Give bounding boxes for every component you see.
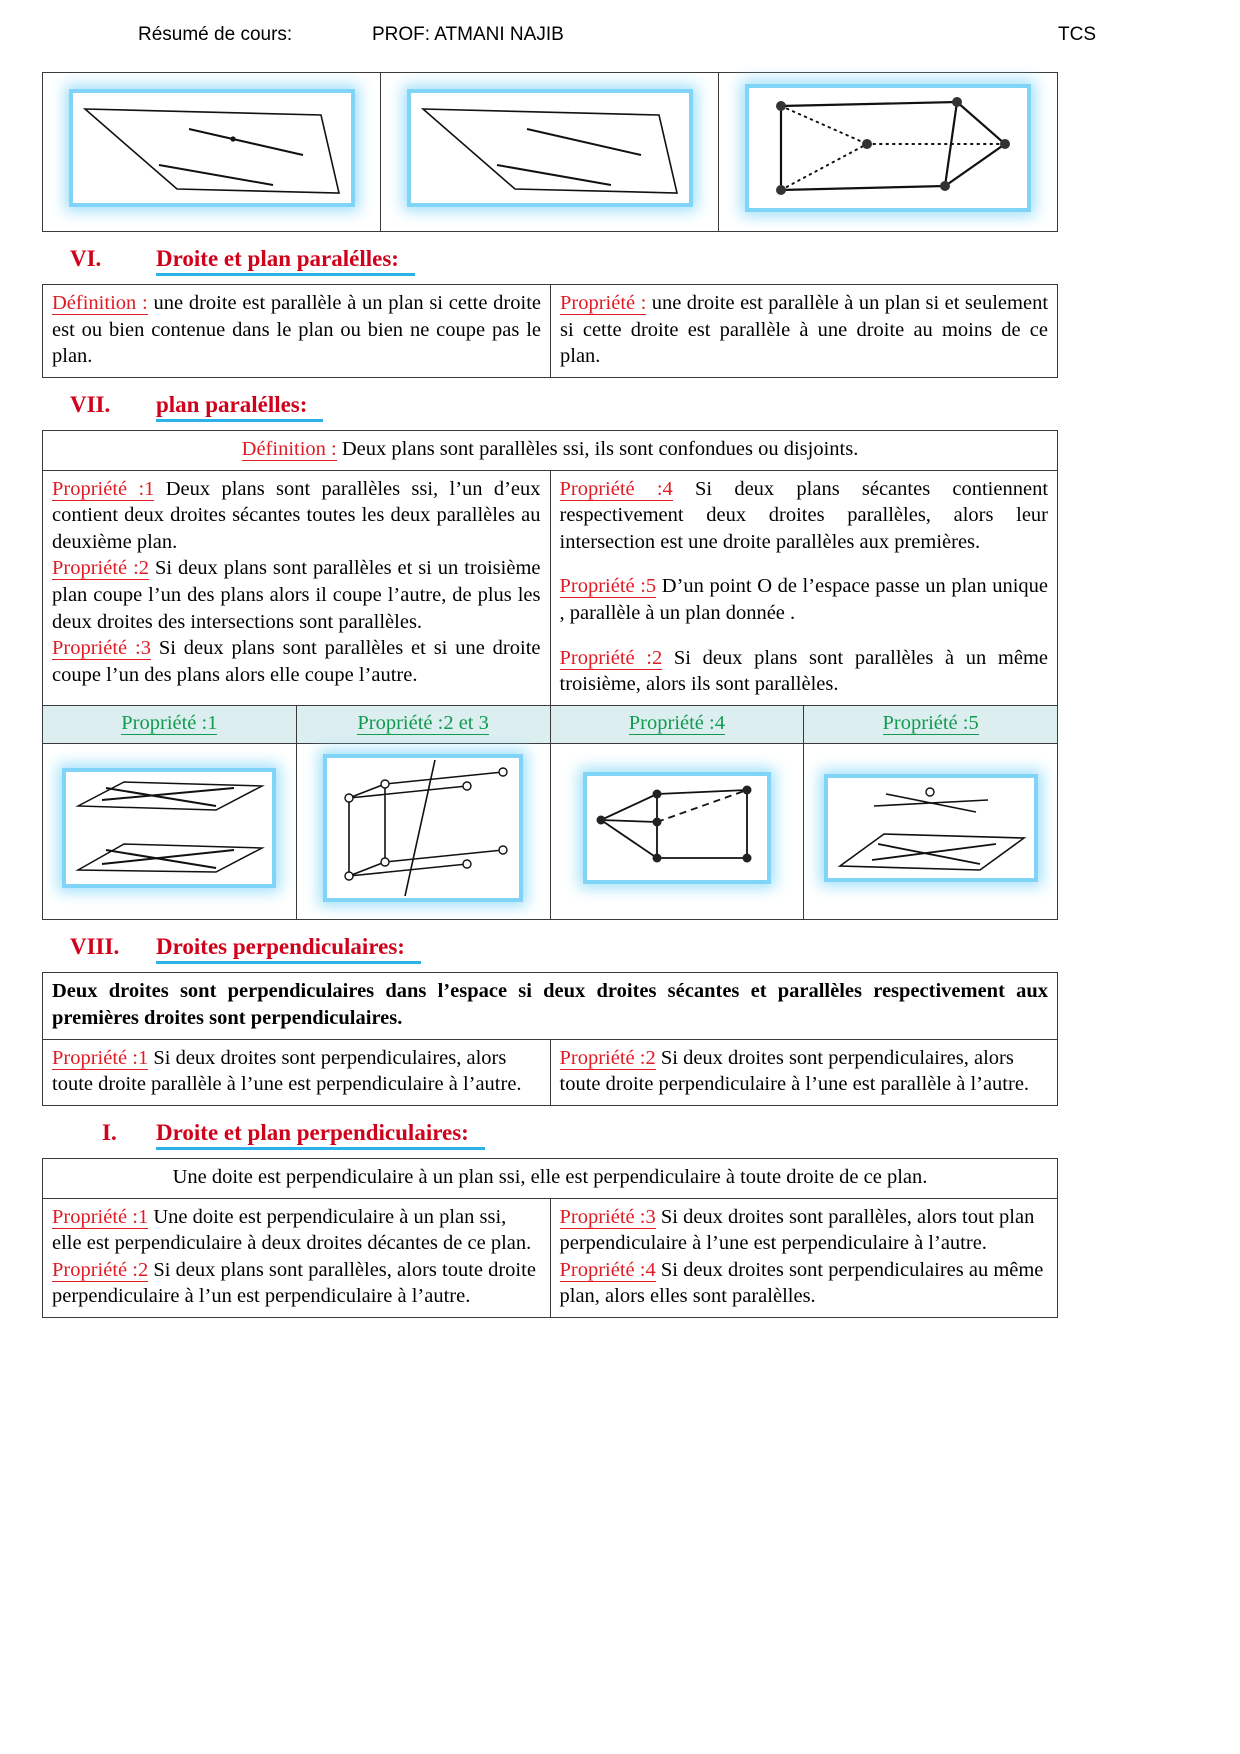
property-label: Propriété :2 — [559, 1046, 656, 1069]
section-title-vii: plan paralélles: — [156, 392, 323, 422]
property-text: Deux plans sont parallèles ssi, l’un d’eux contient deux droites sécantes toutes les deux parallèles au deuxième plan. — [52, 477, 541, 553]
figure-caption-cell — [804, 706, 1058, 744]
figure-caption-row — [43, 706, 1058, 744]
figure-caption-label: Propriété :4 — [628, 712, 725, 735]
propriete-label: Propriété : — [560, 292, 647, 314]
section-number-vii: VII. — [70, 391, 111, 417]
left-properties-cell — [43, 1198, 551, 1318]
property-label: Propriété :5 — [559, 575, 657, 598]
property-text: Si deux droites sont parallèles, alors tout plan perpendiculaire à l’une est perpendiculaire à l’autre. — [559, 1205, 1035, 1255]
section-number-i: I. — [102, 1119, 117, 1145]
property-text: Si deux droites sont perpendiculaires au même plan, alors elles sont paralèlles. — [559, 1258, 1044, 1308]
right-property-cell — [550, 1039, 1058, 1105]
property-block — [560, 645, 1049, 698]
planes-cut-by-third-plane-figure — [327, 758, 519, 898]
figure-cell-two-parallel-planes — [43, 743, 297, 920]
header-left-text: Résumé de cours: — [138, 24, 293, 45]
property-label: Propriété :4 — [559, 477, 673, 500]
property-block — [52, 555, 541, 635]
property-text: Une doite est perpendiculaire à un plan ssi, elle est perpendiculaire à deux droites décantes de ce plan. — [52, 1205, 532, 1255]
property-block — [52, 476, 541, 556]
property-label: Propriété :2 — [52, 1258, 149, 1281]
definition-label: Définition : — [52, 292, 148, 314]
table-droite-plan-perpendiculaires — [42, 1158, 1058, 1318]
figure-caption-cell — [43, 706, 297, 744]
section-title-viii: Droites perpendiculaires: — [156, 934, 421, 964]
property-text: Si deux plans sont parallèles et si un troisième plan coupe l’un des plans alors il coupe l’autre, de plus les deux droites des intersections sont parallèles. — [52, 557, 541, 633]
property-label: Propriété :1 — [52, 1046, 149, 1069]
section-heading-viii — [42, 934, 1198, 964]
plane-with-two-lines-figure — [411, 93, 689, 203]
table-row — [43, 285, 1058, 378]
secant-planes-parallel-lines-figure — [587, 776, 767, 880]
property-block — [560, 1204, 1049, 1257]
property-text: Si deux plans sécantes contiennent respectivement deux droites parallèles, alors leur intersection est une droite parallèles aux premières. — [559, 477, 1049, 553]
figure-cell-secant-planes — [550, 743, 804, 920]
figure-caption-cell — [296, 706, 550, 744]
property-text: Si deux droites sont perpendiculaires, alors toute droite parallèle à l’une est perpendiculaire à l’autre. — [52, 1046, 522, 1096]
propriete-cell — [551, 285, 1058, 378]
figure-cell-plane-two-lines — [381, 73, 719, 232]
table-row — [43, 1198, 1058, 1318]
table-row — [43, 973, 1058, 1039]
top-figure-strip — [42, 72, 1058, 232]
right-properties-cell — [550, 470, 1058, 705]
definition-banner: Deux droites sont perpendiculaires dans l’espace si deux droites sécantes et parallèles respectivement aux premières droites sont perpendiculaires. — [43, 973, 1058, 1039]
definition-cell — [43, 285, 551, 378]
figure-caption-label: Propriété :1 — [121, 712, 218, 735]
figure-cell-plane-line-point — [43, 73, 381, 232]
header-right-text: TCS — [1058, 24, 1096, 45]
definition-label: Définition : — [241, 437, 337, 460]
section-title-vi: Droite et plan paralélles: — [156, 246, 415, 276]
property-label: Propriété :1 — [52, 1205, 149, 1228]
spacer — [560, 555, 1049, 573]
prism-with-hidden-edges-figure — [749, 88, 1027, 208]
table-row — [43, 430, 1058, 470]
property-block — [560, 1257, 1049, 1310]
plane-with-two-lines-and-point-figure — [73, 93, 351, 203]
property-label: Propriété :3 — [52, 637, 151, 660]
section-number-vi: VI. — [70, 246, 102, 271]
spacer — [560, 627, 1049, 645]
table-row — [43, 1158, 1058, 1198]
table-droite-plan-paralleles — [42, 284, 1058, 378]
table-row — [43, 1039, 1058, 1105]
two-parallel-planes-figure — [66, 772, 272, 884]
figure-cell-point-and-unique-plane — [804, 743, 1058, 920]
property-text: Si deux plans sont parallèles, alors toute droite perpendiculaire à l’un est perpendiculaire à l’autre. — [52, 1258, 536, 1308]
header-center-text: PROF: ATMANI NAJIB — [372, 24, 564, 45]
figure-cell-prism — [719, 73, 1058, 232]
figure-cell-planes-cut-by-third — [296, 743, 550, 920]
property-block — [560, 573, 1049, 626]
table-plans-paralleles — [42, 430, 1058, 920]
point-and-unique-parallel-plane-figure — [828, 778, 1034, 878]
right-properties-cell — [550, 1198, 1058, 1318]
document-header — [42, 18, 1198, 72]
section-number-viii: VIII. — [70, 934, 120, 960]
section-title-i: Droite et plan perpendiculaires: — [156, 1120, 485, 1150]
table-row — [43, 470, 1058, 705]
property-block — [52, 635, 541, 688]
figure-caption-label: Propriété :5 — [882, 712, 979, 735]
section-heading-vi — [42, 246, 1198, 276]
figure-caption-cell — [550, 706, 804, 744]
left-property-cell — [43, 1039, 551, 1105]
property-label: Propriété :4 — [559, 1258, 656, 1281]
table-droites-perpendiculaires — [42, 972, 1058, 1106]
property-text: Si deux plans sont parallèles et si une droite coupe l’un des plans alors elle coupe l’autre. — [52, 637, 541, 687]
left-properties-cell — [43, 470, 551, 705]
definition-banner: Une doite est perpendiculaire à un plan ssi, elle est perpendiculaire à toute droite de ce plan. — [43, 1158, 1058, 1198]
property-text: D’un point O de l’espace passe un plan unique , parallèle à un plan donnée . — [559, 575, 1048, 625]
propriete-text: une droite est parallèle à un plan si et seulement si cette droite est parallèle à une droite au moins de ce plan. — [560, 292, 1049, 368]
property-text: Si deux droites sont perpendiculaires, alors toute droite perpendiculaire à l’une est parallèle à l’autre. — [559, 1046, 1030, 1096]
property-label: Propriété :3 — [559, 1205, 656, 1228]
property-label: Propriété :1 — [52, 477, 155, 500]
property-text: Si deux plans sont parallèles à un même troisième, alors ils sont parallèles. — [559, 646, 1049, 696]
figure-caption-label: Propriété :2 et 3 — [357, 712, 489, 735]
definition-text: Deux plans sont parallèles ssi, ils sont confondues ou disjoints. — [341, 437, 859, 460]
property-block — [560, 476, 1049, 556]
property-block — [52, 1257, 541, 1310]
property-label: Propriété :2 — [559, 646, 663, 669]
definition-row — [43, 430, 1058, 470]
property-label: Propriété :2 — [52, 557, 150, 580]
table-row — [43, 73, 1058, 232]
property-block — [52, 1204, 541, 1257]
definition-text: une droite est parallèle à un plan si cette droite est ou bien contenue dans le plan ou bien ne coupe pas le plan. — [52, 292, 541, 368]
section-heading-i — [42, 1120, 1198, 1150]
section-heading-vii — [42, 392, 1198, 422]
figure-row — [43, 743, 1058, 920]
